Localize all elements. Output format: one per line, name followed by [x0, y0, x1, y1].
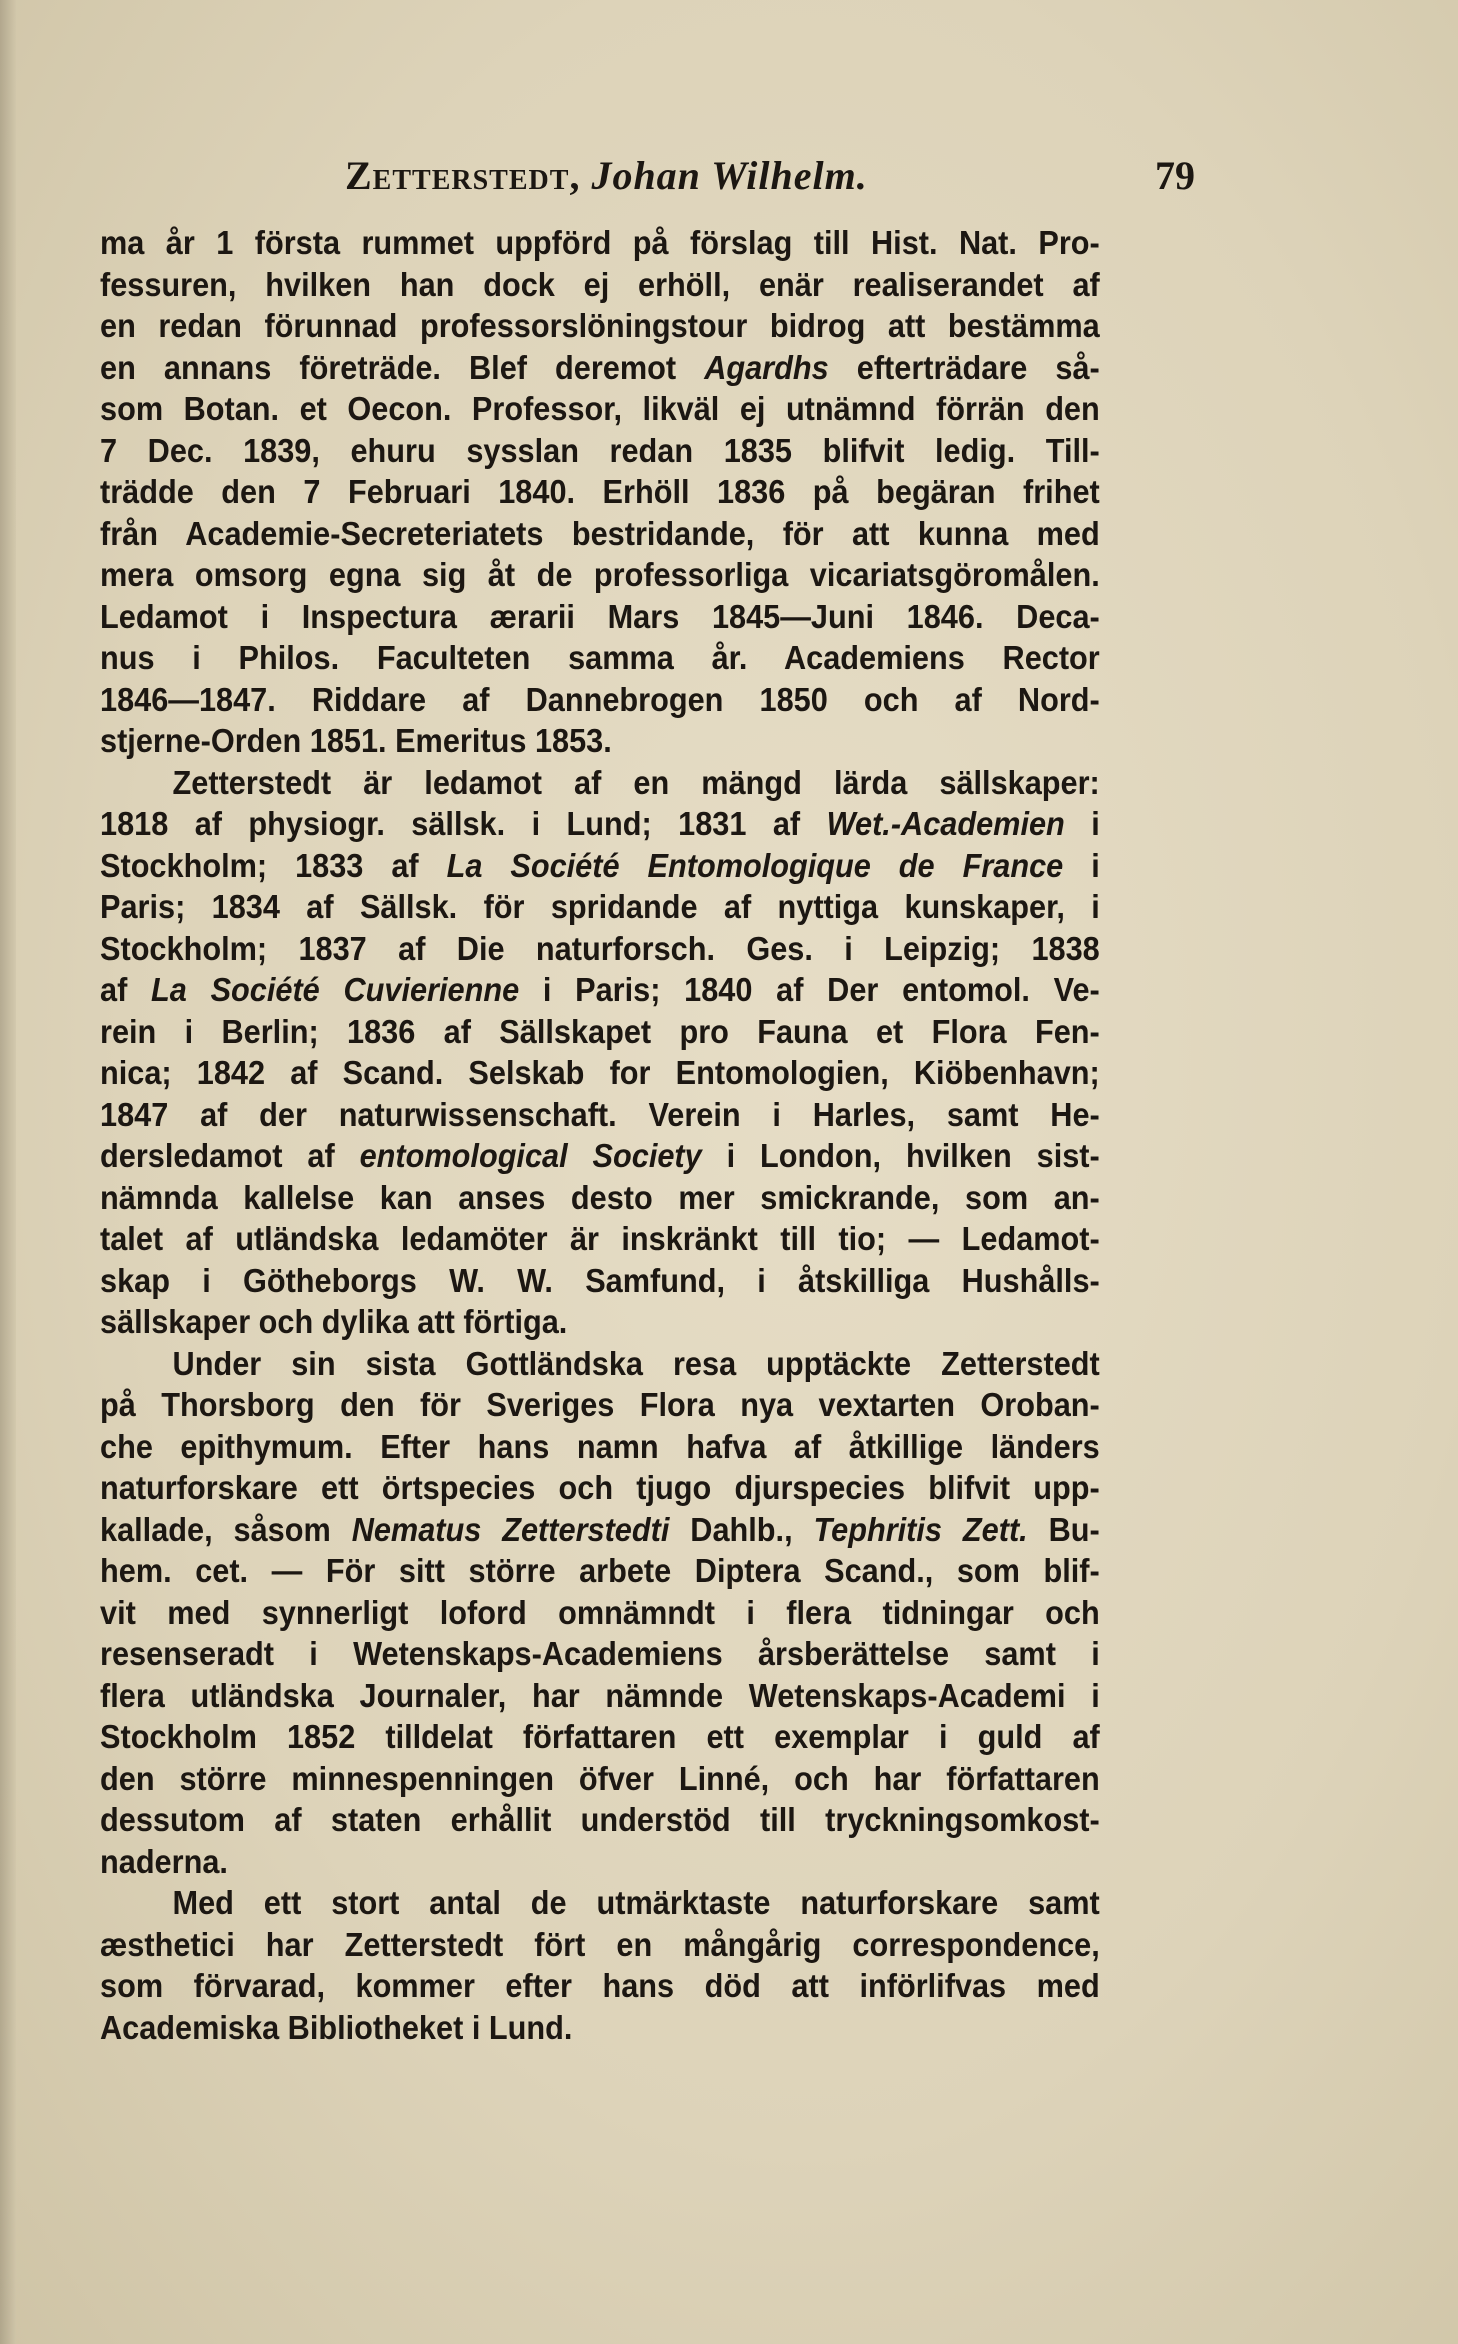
text-line: nus i Philos. Faculteten samma år. Academiens Rector: [100, 639, 1100, 676]
running-title: Zetterstedt, Johan Wilhelm.: [345, 153, 868, 198]
text-line: en redan förunnad professorslöningstour bidrog att bestämma: [100, 307, 1100, 344]
text-line: æsthetici har Zetterstedt fört en mångårig correspondence,: [100, 1925, 1100, 1963]
text-line: sällskaper och dylika att förtiga.: [100, 1303, 568, 1340]
text-line: [100, 347, 1100, 389]
text-run: kallade, såsom: [100, 1510, 352, 1548]
text-line: på Thorsborg den för Sveriges Flora nya vextarten Oroban-: [100, 1386, 1100, 1423]
text-run: i Paris; 1840 af Der entomol. Ve-: [519, 971, 1100, 1008]
text-line: dessutom af staten erhållit understöd till tryckningsomkost-: [100, 1801, 1100, 1838]
text-line: resenseradt i Wetenskaps-Academiens årsberättelse samt i: [100, 1635, 1100, 1672]
text-line: nica; 1842 af Scand. Selskab for Entomologien, Kiöbenhavn;: [100, 1054, 1100, 1091]
text-line: fessuren, hvilken han dock ej erhöll, enär realiserandet af: [100, 265, 1100, 303]
text-line: Stockholm; 1837 af Die naturforsch. Ges. i Leipzig; 1838: [100, 929, 1100, 967]
text-line: Ledamot i Inspectura ærarii Mars 1845—Juni 1846. Deca-: [100, 597, 1100, 635]
text-line: 1847 af der naturwissenschaft. Verein i Harles, samt He-: [100, 1095, 1100, 1133]
text-line: rein i Berlin; 1836 af Sällskapet pro Fauna et Flora Fen-: [100, 1012, 1100, 1050]
text-line: den större minnespenningen öfver Linné, och har författaren: [100, 1759, 1100, 1797]
text-run: i London, hvilken sist-: [701, 1137, 1100, 1174]
text-line: naturforskare ett örtspecies och tjugo djurspecies blifvit upp-: [100, 1469, 1100, 1506]
text-run: Bu-: [1027, 1510, 1100, 1548]
text-line: [100, 969, 1100, 1011]
text-run: Stockholm; 1833 af: [100, 846, 447, 884]
text-line: Under sin sista Gottländska resa upptäckte Zetterstedt: [172, 1344, 1100, 1382]
text-line: trädde den 7 Februari 1840. Erhöll 1836 på begäran frihet: [100, 473, 1100, 510]
text-run: i: [1063, 846, 1100, 884]
text-run: Dahlb.,: [669, 1510, 814, 1548]
text-run: i: [1064, 805, 1100, 842]
text-line: mera omsorg egna sig åt de professorliga vicariatsgöromålen.: [100, 556, 1100, 593]
text-run: dersledamot af: [100, 1137, 360, 1174]
text-line: stjerne-Orden 1851. Emeritus 1853.: [100, 722, 612, 759]
page-edge-shadow: [0, 0, 16, 2344]
italic-run: Agardhs: [704, 348, 829, 386]
text-line: hem. cet. — För sitt större arbete Diptera Scand., som blif-: [100, 1552, 1100, 1589]
italic-run: La Société Cuvierienne: [151, 971, 520, 1008]
text-line: 7 Dec. 1839, ehuru sysslan redan 1835 blifvit ledig. Till-: [100, 431, 1100, 469]
text-line: Stockholm 1852 tilldelat författaren ett exemplar i guld af: [100, 1718, 1100, 1755]
text-line: Paris; 1834 af Sällsk. för spridande af nyttiga kunskaper, i: [100, 888, 1100, 925]
italic-run: Nematus Zetterstedti: [351, 1510, 670, 1548]
text-line: Academiska Bibliotheket i Lund.: [100, 2008, 573, 2046]
text-line: naderna.: [100, 1842, 228, 1880]
text-line: talet af utländska ledamöter är inskränkt till tio; — Ledamot-: [100, 1220, 1100, 1257]
text-line: [100, 1135, 1100, 1177]
text-line: skap i Götheborgs W. W. Samfund, i åtskilliga Hushålls-: [100, 1261, 1100, 1299]
text-line: 1846—1847. Riddare af Dannebrogen 1850 och af Nord-: [100, 680, 1100, 718]
text-line: [100, 803, 1100, 845]
page-number: 79: [1155, 153, 1195, 198]
italic-run: entomological Society: [359, 1137, 702, 1174]
text-line: som Botan. et Oecon. Professor, likväl ej utnämnd förrän den: [100, 390, 1100, 427]
text-line: nämnda kallelse kan anses desto mer smickrande, som an-: [100, 1178, 1100, 1216]
running-header: [345, 152, 1195, 204]
text-line: ma år 1 första rummet uppförd på förslag till Hist. Nat. Pro-: [100, 224, 1100, 261]
text-line: som förvarad, kommer efter hans död att införlifvas med: [100, 1967, 1100, 2004]
header-surname: Zetterstedt: [345, 153, 570, 198]
text-run: efterträdare så-: [828, 348, 1100, 386]
text-run: af: [100, 971, 152, 1008]
text-line: [100, 845, 1100, 887]
body-text: [100, 222, 1100, 2048]
text-line: vit med synnerligt loford omnämndt i flera tidningar och: [100, 1593, 1100, 1631]
text-line: från Academie-Secreteriatets bestridande, för att kunna med: [100, 514, 1100, 552]
italic-run: La Société Entomologique de France: [446, 846, 1064, 884]
text-line: [100, 1509, 1100, 1551]
text-run: 1818 af physiogr. sällsk. i Lund; 1831 af: [100, 805, 827, 842]
header-given-names: Johan Wilhelm.: [591, 153, 868, 198]
text-line: flera utländska Journaler, har nämnde Wetenskaps-Academi i: [100, 1676, 1100, 1714]
text-line: che epithymum. Efter hans namn hafva af åtkillige länders: [100, 1427, 1100, 1465]
text-run: en annans företräde. Blef deremot: [100, 348, 705, 386]
text-line: Med ett stort antal de utmärktaste naturforskare samt: [172, 1884, 1100, 1921]
italic-run: Tephritis Zett.: [813, 1510, 1028, 1548]
text-line: Zetterstedt är ledamot af en mängd lärda sällskaper:: [172, 763, 1100, 801]
italic-run: Wet.-Academien: [826, 805, 1065, 842]
